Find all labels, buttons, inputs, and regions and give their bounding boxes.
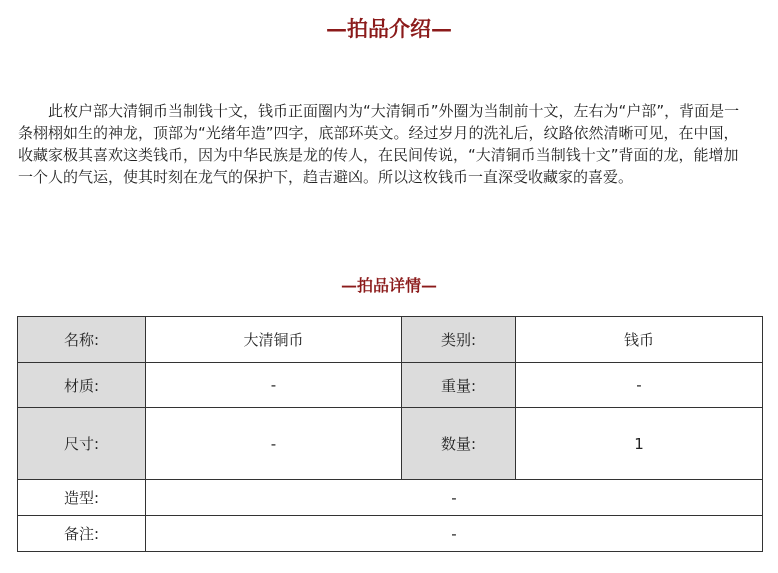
- quantity-value: 1: [516, 408, 763, 480]
- material-label: 材质:: [18, 363, 146, 408]
- size-label: 尺寸:: [18, 408, 146, 480]
- shape-value: -: [146, 480, 763, 516]
- details-title: —拍品详情—: [340, 276, 437, 295]
- details-row-shape: [18, 480, 763, 516]
- details-row-notes: [18, 516, 763, 552]
- notes-label: 备注:: [18, 516, 146, 552]
- details-row-size: [18, 408, 763, 480]
- weight-value: -: [516, 363, 763, 408]
- details-table: [17, 316, 763, 552]
- quantity-label: 数量:: [402, 408, 516, 480]
- size-value: -: [146, 408, 402, 480]
- shape-label: 造型:: [18, 480, 146, 516]
- name-value: 大清铜币: [146, 317, 402, 363]
- intro-text: 此枚户部大清铜币当制钱十文，钱币正面圈内为“大清铜币”外圈为当制前十文，左右为“户部”，背面是一条栩栩如生的神龙，顶部为“光绪年造”四字，底部环英文。经过岁月的洗礼后，纹路依然清晰可见，在中国，收藏家极其喜欢这类钱币，因为中华民族是龙的传人，在民间传说，“大清铜币当制钱十文”背面的龙，能增加一个人的气运，使其时刻在龙气的保护下，趋吉避凶。所以这枚钱币一直深受收藏家的喜爱。: [18, 102, 740, 186]
- name-label: 名称:: [18, 317, 146, 363]
- notes-value: -: [146, 516, 763, 552]
- details-row-name: [18, 317, 763, 363]
- category-value: 钱币: [516, 317, 763, 363]
- material-value: -: [146, 363, 402, 408]
- details-row-material: [18, 363, 763, 408]
- category-label: 类别:: [402, 317, 516, 363]
- intro-title: —拍品介绍—: [326, 16, 452, 41]
- weight-label: 重量:: [402, 363, 516, 408]
